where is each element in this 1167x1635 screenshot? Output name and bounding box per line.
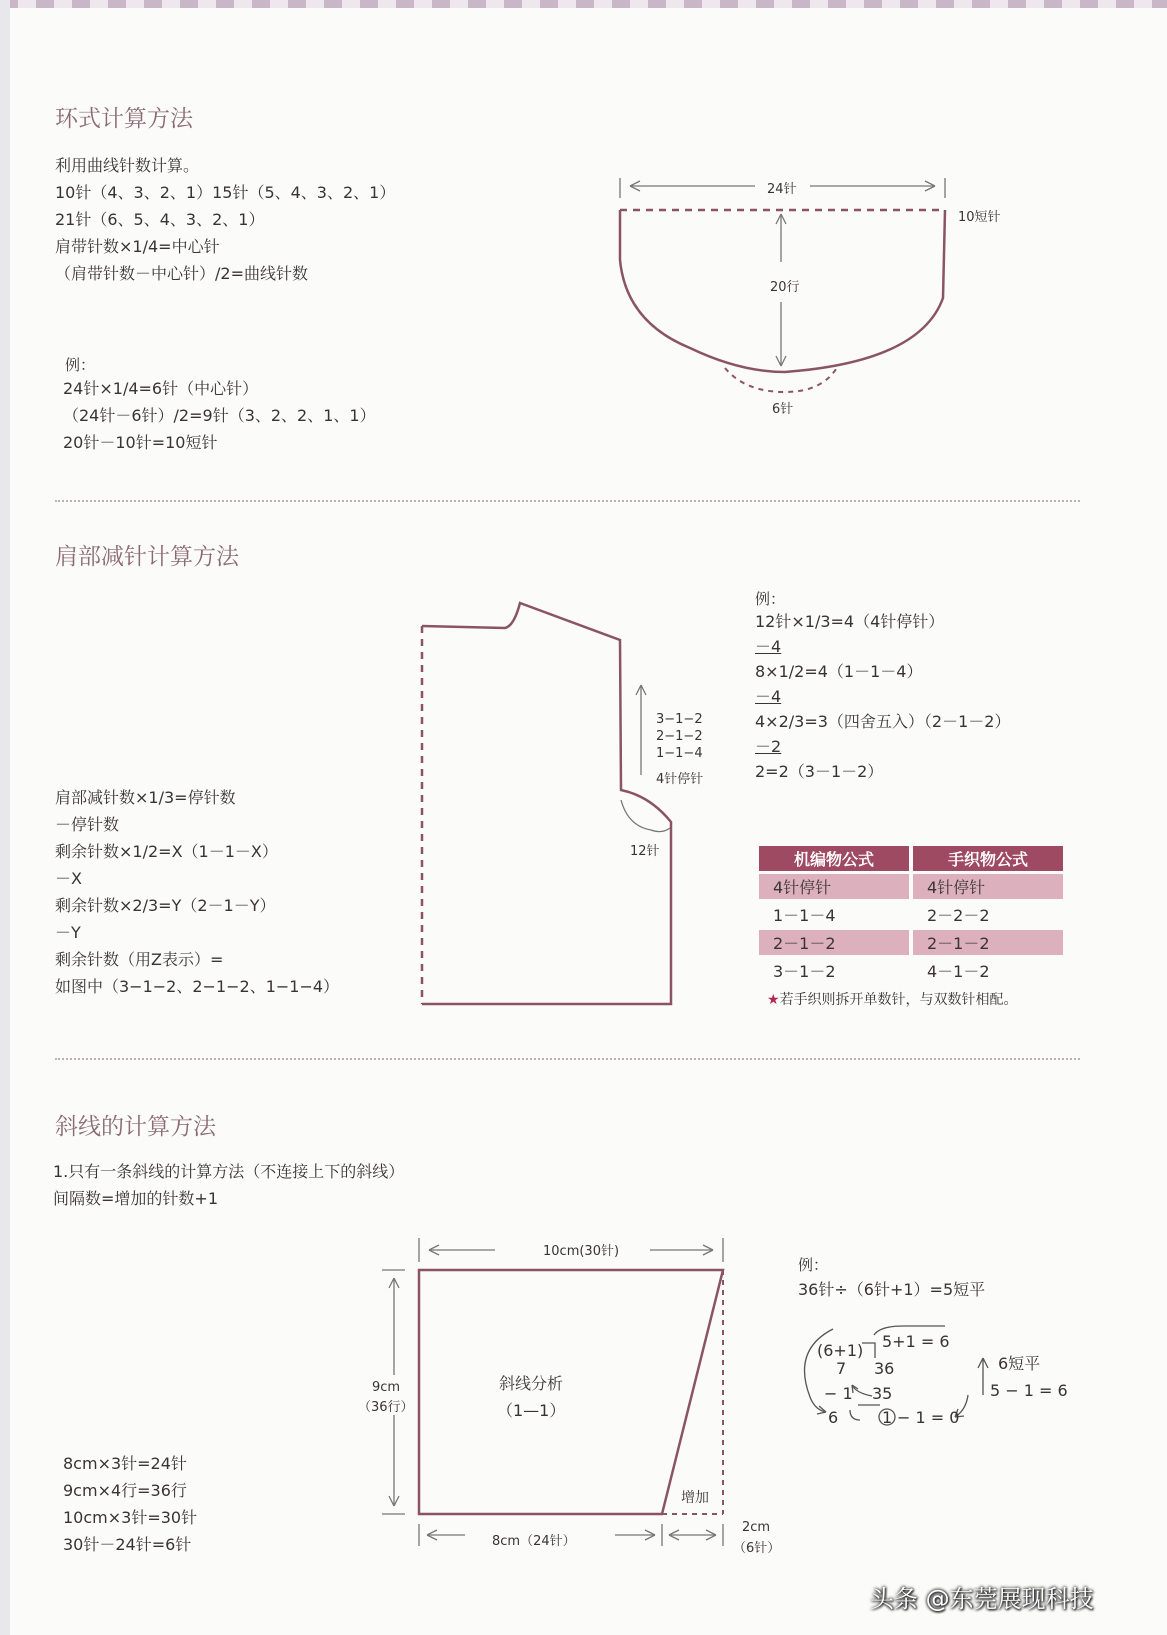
formula-table — [755, 843, 1067, 986]
section2-example-line: －4 — [755, 687, 782, 706]
section1-example-line: （24针－6针）/2=9针（3、2、2、1、1） — [63, 406, 376, 425]
section3-subtitle: 1.只有一条斜线的计算方法（不连接上下的斜线） — [53, 1162, 405, 1181]
table-row — [759, 902, 1063, 927]
table-cell: 2－1－2 — [913, 930, 1063, 955]
slope-ratio-label: （1—1） — [497, 1401, 566, 1420]
table-cell: 4针停针 — [913, 874, 1063, 899]
table-cell: 1－1－4 — [759, 902, 909, 927]
increase-label: 增加 — [681, 1490, 709, 1506]
stop-stitch-label: 4针停针 — [656, 772, 704, 787]
calc-line: 8cm×3针=24针 — [63, 1454, 187, 1473]
section2-line: 剩余针数（用Z表示）= — [55, 950, 224, 969]
shoulder-step-label: 2−1−2 — [656, 729, 703, 744]
dividend-value: 36 — [874, 1359, 895, 1378]
table-note — [767, 989, 1018, 1009]
divisor-value: 7 — [836, 1359, 847, 1378]
table-row — [759, 958, 1063, 983]
shoulder-step-label: 1−1−4 — [656, 746, 703, 761]
remainder-digit: 1 — [882, 1408, 893, 1427]
six-value: 6 — [828, 1408, 839, 1427]
table-cell: 2－1－2 — [759, 930, 909, 955]
top-width-label: 10cm(30针) — [543, 1244, 620, 1259]
top-stripe — [0, 0, 1167, 8]
calc-line: 10cm×3针=30针 — [63, 1508, 198, 1527]
bottom-stitch-label: 12针 — [630, 844, 660, 859]
table-header: 机编物公式 — [759, 846, 909, 871]
calc-line: 30针－24针=6针 — [63, 1535, 192, 1554]
slope-analysis-label: 斜线分析 — [499, 1374, 564, 1393]
section2-example-line: 8×1/2=4（1－1－4） — [755, 662, 923, 681]
section2-line: 如图中（3−1−2、2−1−2、1−1−4） — [55, 977, 340, 996]
section1-line: （肩带针数－中心针）/2=曲线针数 — [55, 264, 308, 283]
section2-heading: 肩部减针计算方法 — [55, 544, 239, 570]
five-minus-expression: 5 − 1 = 6 — [990, 1381, 1068, 1400]
extra-width-label: 2cm — [742, 1520, 771, 1535]
section1-line: 利用曲线针数计算。 — [55, 156, 200, 175]
remainder-expression: − 1 = 0 — [897, 1408, 960, 1427]
calc-line: 9cm×4行=36行 — [63, 1481, 187, 1500]
section2-line: 剩余针数×1/2=X（1－1－X） — [55, 842, 278, 861]
section1-heading: 环式计算方法 — [55, 106, 193, 132]
shoulder-step-label: 3−1−2 — [656, 712, 703, 727]
extra-stitch-label: （6针） — [733, 1541, 781, 1556]
section2-line: －X — [55, 869, 82, 888]
height-rows-label: （36行） — [358, 1400, 414, 1415]
table-header: 手织物公式 — [913, 846, 1063, 871]
minus-one: − 1 — [824, 1384, 853, 1403]
short-flat-label: 6短平 — [998, 1354, 1041, 1373]
section1-line: 10针（4、3、2、1）15针（5、4、3、2、1） — [55, 183, 396, 202]
quotient-expression: 5+1 = 6 — [882, 1332, 950, 1351]
page-edge — [0, 0, 10, 1635]
table-cell: 2－2－2 — [913, 902, 1063, 927]
section2-example-line: 12针×1/3=4（4针停针） — [755, 612, 945, 631]
table-cell: 4－1－2 — [913, 958, 1063, 983]
star-icon: ★ — [767, 992, 780, 1008]
short-rows-label: 10短针 — [958, 210, 1001, 225]
divisor-expression: (6+1) — [817, 1341, 864, 1360]
section2-line: 肩部减针数×1/3=停针数 — [55, 788, 236, 807]
center-stitch-label: 6针 — [772, 402, 794, 417]
watermark: 头条 @东莞展现科技 — [870, 1585, 1094, 1613]
section2-example-line: －2 — [755, 737, 782, 756]
bottom-width-label: 8cm（24针） — [492, 1534, 576, 1549]
table-row — [759, 930, 1063, 955]
section1-line: 21针（6、5、4、3、2、1） — [55, 210, 265, 229]
section2-example-line: 4×2/3=3（四舍五入）（2－1－2） — [755, 712, 1011, 731]
section1-example-line: 24针×1/4=6针（中心针） — [63, 379, 259, 398]
section1-example-line: 20针－10针=10短针 — [63, 433, 218, 452]
section2-example-line: 2=2（3－1－2） — [755, 762, 884, 781]
table-row — [759, 874, 1063, 899]
section-divider — [55, 500, 1080, 502]
section2-line: －Y — [55, 923, 81, 942]
section2-line: －停针数 — [55, 815, 120, 834]
table-cell: 3－1－2 — [759, 958, 909, 983]
table-cell: 4针停针 — [759, 874, 909, 899]
section2-example-label: 例： — [755, 590, 786, 608]
section2-line: 剩余针数×2/3=Y（2－1－Y） — [55, 896, 276, 915]
section3-example-label: 例： — [798, 1256, 829, 1274]
section1-example-label: 例： — [65, 356, 96, 374]
rows-label: 20行 — [770, 280, 800, 295]
section-divider — [55, 1058, 1080, 1060]
section3-heading: 斜线的计算方法 — [55, 1114, 216, 1140]
table-header-row — [759, 846, 1063, 871]
product-value: 35 — [872, 1384, 893, 1403]
section3-formula: 间隔数=增加的针数+1 — [53, 1189, 218, 1208]
section2-example-line: －4 — [755, 637, 782, 656]
neck-width-label: 24针 — [767, 182, 797, 197]
height-label: 9cm — [372, 1380, 401, 1395]
section3-example-line: 36针÷（6针+1）=5短平 — [798, 1280, 986, 1299]
section1-line: 肩带针数×1/4=中心针 — [55, 237, 220, 256]
table-note-text: 若手织则拆开单数针，与双数针相配。 — [779, 992, 1018, 1008]
